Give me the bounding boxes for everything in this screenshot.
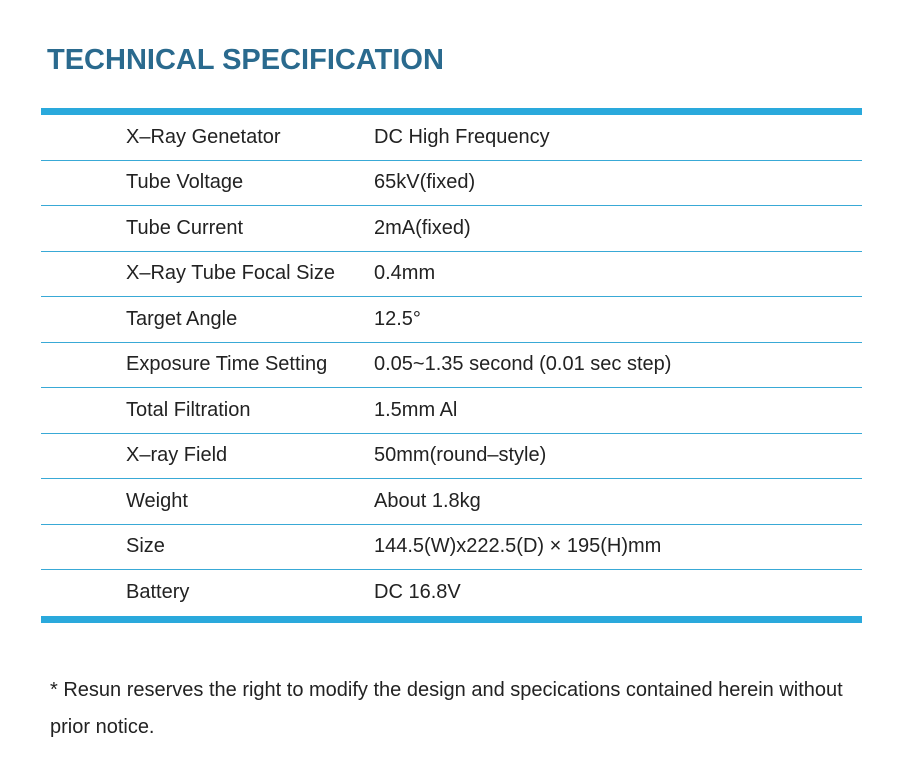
spec-value: DC 16.8V (374, 581, 461, 604)
spec-row-battery (41, 570, 862, 616)
spec-label: Target Angle (126, 307, 238, 330)
spec-value: 12.5° (374, 307, 421, 330)
spec-label: Battery (126, 581, 190, 604)
spec-label: Total Filtration (126, 398, 251, 421)
spec-label: X–Ray Tube Focal Size (126, 262, 335, 285)
disclaimer-note: * Resun reserves the right to modify the design and specications contained herein without prior notice. (50, 679, 843, 738)
table-bottom-bar (41, 616, 862, 623)
spec-value: 0.05~1.35 second (0.01 sec step) (374, 353, 672, 376)
spec-rows (41, 115, 862, 616)
spec-row-exposure-time (41, 343, 862, 389)
spec-table (41, 108, 862, 623)
spec-row-total-filtration (41, 388, 862, 434)
spec-value: 1.5mm Al (374, 398, 458, 421)
spec-label: X–Ray Genetator (126, 125, 281, 148)
spec-label: X–ray Field (126, 444, 228, 467)
spec-row-weight (41, 479, 862, 525)
spec-row-xray-field (41, 434, 862, 480)
spec-row-target-angle (41, 297, 862, 343)
page-title: TECHNICAL SPECIFICATION (47, 44, 444, 76)
spec-label: Weight (126, 489, 188, 512)
spec-label: Tube Voltage (126, 171, 244, 194)
spec-label: Size (126, 535, 165, 558)
spec-value: 50mm(round–style) (374, 444, 547, 467)
table-top-bar (41, 108, 862, 115)
spec-label: Exposure Time Setting (126, 353, 328, 376)
spec-value: 144.5(W)x222.5(D) × 195(H)mm (374, 535, 662, 558)
spec-value: DC High Frequency (374, 125, 550, 148)
spec-row-size (41, 525, 862, 571)
spec-value: 0.4mm (374, 262, 436, 285)
spec-row-focal-size (41, 252, 862, 298)
spec-value: 65kV(fixed) (374, 171, 476, 194)
spec-label: Tube Current (126, 216, 244, 239)
spec-row-xray-generator (41, 115, 862, 161)
spec-value: 2mA(fixed) (374, 216, 471, 239)
spec-value: About 1.8kg (374, 489, 481, 512)
spec-row-tube-voltage (41, 161, 862, 207)
spec-row-tube-current (41, 206, 862, 252)
